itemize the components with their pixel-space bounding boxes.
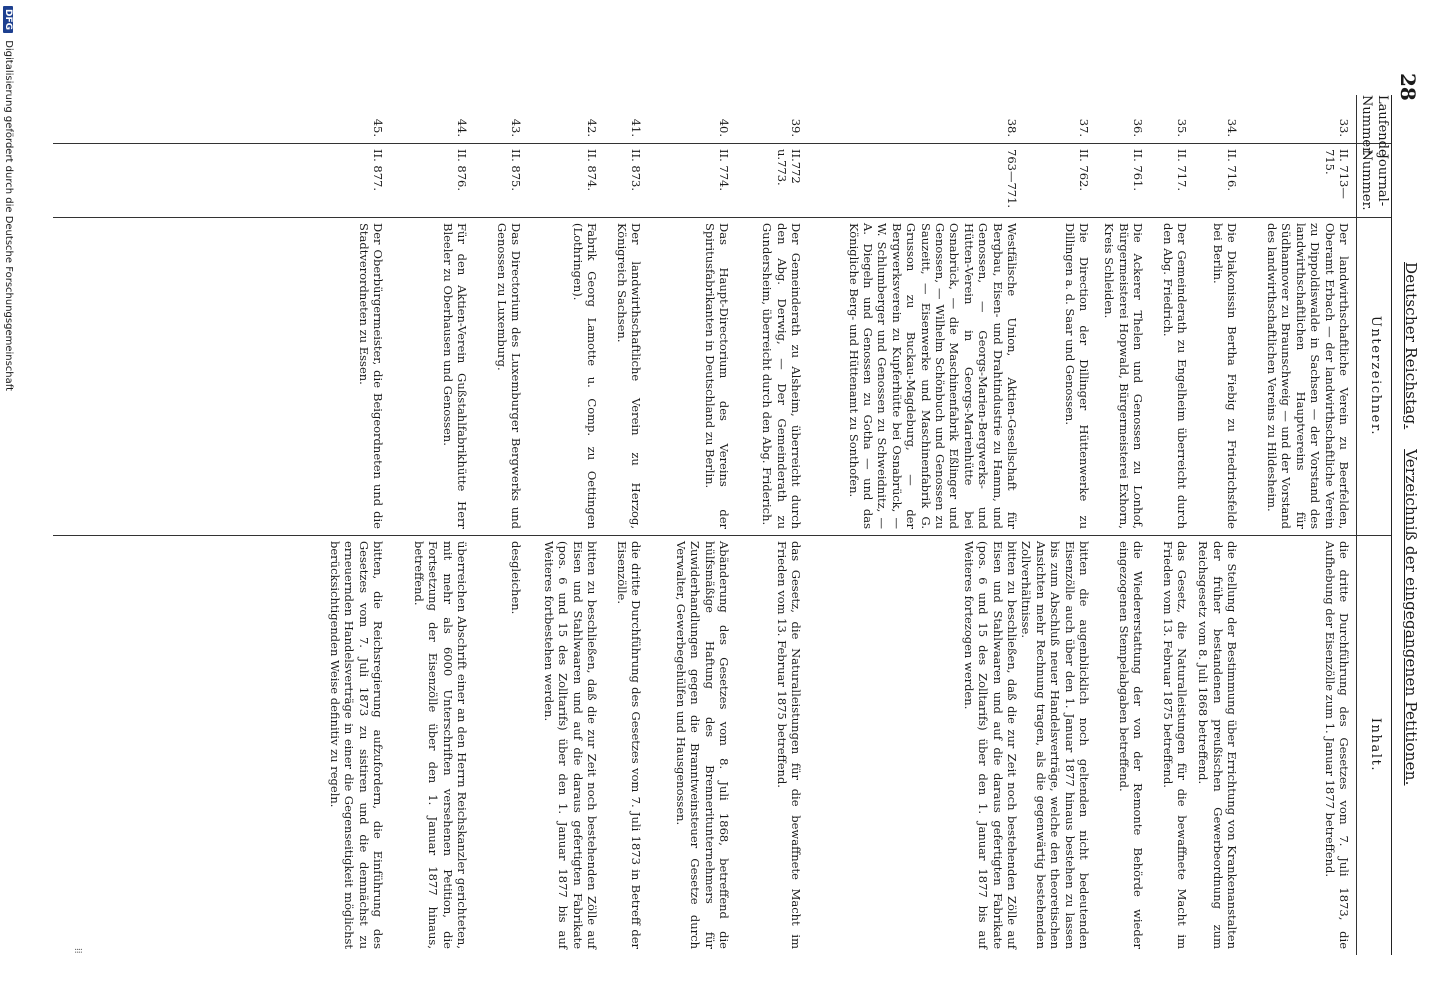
journal-number: II. 873. — [629, 149, 643, 192]
row-number: 37. — [1077, 118, 1091, 137]
corner-mark: ⁞⁞ — [72, 948, 83, 954]
petition-content: desgleichen. — [509, 541, 523, 615]
petition-content: die Wiedererstattung der von der Remonte Behörde wieder eingezogenen Stempelabgaben betreffend. — [1116, 541, 1145, 949]
petition-content: die dritte Durchführung des Gesetzes vom 7. Juli 1873 in Betreff der Eisenzölle. — [614, 541, 643, 949]
petitions-table — [53, 95, 1391, 955]
petition-signer: Das Haupt-Directorium des Vereins der Spiritusfabrikanten in Deutschland zu Berlin. — [702, 223, 731, 529]
petition-content: überreichen Abschrift einer an den Herrn Reichskanzler gerichteten, mit mehr als 6000 Unterschriften versehenen Petition, die Fortsetzung der Eisenzölle über den 1. Januar 1877 hinaus, betreffend. — [411, 541, 469, 949]
petition-content: die Stellung der Bestimmung über Errichtung von Krankenanstalten der früher bestandenen preußischen Gewerbeordnung zum Reichsgesetz vom 8. Juli 1868 betreffend. — [1196, 541, 1239, 949]
column-rule — [53, 535, 1391, 536]
row-number: 39. — [789, 118, 803, 137]
petition-signer: Fabrik Georg Lamotte u. Comp. zu Oettingen (Lothringen). — [570, 223, 599, 529]
row-number: 35. — [1175, 118, 1189, 137]
petition-signer: Für den Aktien-Verein Gußstahlfabrikhütte Herr Bleeler zu Oberhausen und Genossen. — [440, 223, 469, 529]
petition-signer: Die Ackerer Thelen und Genossen zu Lonhof, Bürgermeisterei Hopwald, Bürgermeisterei Exhorn, Kreis Schleiden. — [1102, 223, 1145, 529]
petition-content: das Gesetz, die Naturalleistungen für die bewaffnete Macht im Frieden vom 13. Februar 1875 betreffend. — [1160, 541, 1189, 949]
journal-number: II.772 u.773. — [774, 149, 803, 186]
journal-number: II. 875. — [509, 149, 523, 192]
page-header — [1402, 262, 1420, 797]
header-row-rule — [1356, 95, 1357, 955]
petition-signer: Die Diakonissin Bertha Fiebig zu Friedrichsfelde bei Berlin. — [1210, 223, 1239, 529]
petition-signer: Der Oberbürgermeister, die Beigeordneten und die Stadtverordneten zu Essen. — [356, 223, 385, 529]
petition-signer: Das Directorium des Luxemburger Bergwerks und Genossen zu Luxemburg. — [494, 223, 523, 529]
petition-content: die dritte Durchführung des Gesetzes vom 7. Juli 1873, die Aufhebung der Eisenzölle zum 1. Januar 1877 betreffend. — [1322, 541, 1351, 949]
journal-number: II. 717. — [1175, 149, 1189, 192]
journal-number: II. 877. — [371, 149, 385, 192]
column-header-unterzeichner: Unterzeichner. — [1368, 315, 1383, 437]
header-rule — [1391, 95, 1392, 955]
petition-content: das Gesetz, die Naturalleistungen für die bewaffnete Macht im Frieden vom 13. Februar 1875 betreffend. — [774, 541, 803, 949]
petition-signer: Die Direction der Dillinger Hüttenwerke zu Dillingen a. d. Saar und Genossen. — [1062, 223, 1091, 529]
petition-signer: Der landwirthschaftliche Verein zu Beerfelden, Oberamt Erbach — der landwirthschaftliche Verein zu Dippoldiswalde in Sachsen — der Vorstand des landwirthschaftlichen Hauptvereins für Südhannover zu Braunschweig — und der Vorstand des landwirthschaftlichen Vereins zu Hildesheim. — [1264, 223, 1351, 529]
row-number: 34. — [1225, 118, 1239, 137]
row-number: 42. — [585, 118, 599, 137]
footer — [3, 0, 14, 1006]
header-title: Deutscher Reichstag. — [1402, 262, 1420, 430]
petition-content: Abänderung des Gesetzes vom 8. Juli 1868, betreffend die hülfsmäßige Haftung des Brenneritunternehmers für Zuwiderhandlungen gegen die Branntweinsteuer Gesetze durch Verwalter, Gewerbegehülfen und Hausgenossen. — [673, 541, 731, 949]
dfg-logo: DFG — [3, 6, 13, 33]
column-header-inhalt: Inhalt. — [1368, 717, 1383, 773]
journal-number: II. 761. — [1131, 149, 1145, 192]
column-rule — [53, 217, 1391, 218]
journal-number: II. 774. — [717, 149, 731, 192]
petition-signer: Der Gemeinderath zu Engelheim überreicht durch den Abg. Friedrich. — [1160, 223, 1189, 529]
petition-content: bitten zu beschließen, daß die zur Zeit noch bestehenden Zölle auf Eisen und Stahlwaaren und auf die daraus gefertigten Fabrikate (pos. 6 und 15 des Zolltarifs) über den 1. Januar 1877 bis auf Weiteres fortbestehen werden. — [541, 541, 599, 949]
journal-number: II. 874. — [585, 149, 599, 192]
row-number: 33. — [1337, 118, 1351, 137]
journal-number: II. 762. — [1077, 149, 1091, 192]
row-number: 44. — [455, 118, 469, 137]
row-number: 38. — [1005, 118, 1019, 137]
footer-text: Digitalisierung gefördert durch die Deutsche Forschungsgemeinschaft — [3, 40, 14, 392]
petition-signer: Der landwirthschaftliche Verein zu Herzog, Königreich Sachsen. — [614, 223, 643, 529]
column-header-laufende: Laufende Nummer. — [1359, 95, 1390, 157]
petition-signer: Westfälische Union, Aktien-Gesellschaft für Bergbau, Eisen- und Drahtindustrie zu Hamm, und Genossen, — Georgs-Marien-Bergwerks- und Hütten-Verein in Georgs-Marienhütte bei Osnabrück, — die Maschinenfabrik Eßlinger und Genossen, — Wilhelm Schönbuch und Genossen zu Sauzeitt, — Eisenwerke und Maschinenfabrik G. Grusson zu Buckau-Magdeburg, — der Bergwerksverein zu Kupferhütte bei Osnabrück, — W. Schlumberger und Genossen zu Schweidnitz, — A. Diegeln und Genossen zu Gotha — und das Königliche Berg- und Hüttenamt zu Sonthofen. — [846, 223, 1019, 529]
journal-number: II. 713—715. — [1322, 149, 1351, 199]
petition-content: bitten, die Reichsregierung aufzufordern, die Einführung des Gesetzes vom 7. Juli 1873 zu sistiren und die demnächst zu erneuernden Handelsverträge in einer die Gegenseitigkeit möglichst berücksichtigenden Weise definitiv zu regeln. — [327, 541, 385, 949]
header-subtitle: Verzeichniß der eingegangenen Petitionen. — [1402, 449, 1420, 786]
petition-signer: Der Gemeinderath zu Alsheim, überreicht durch den Abg. Derwig, — Der Gemeinderath zu Gundersheim, überreicht durch den Abg. Friderich. — [760, 223, 803, 529]
petition-content: bitten zu beschließen, daß die zur Zeit noch bestehenden Zölle auf Eisen und Stahlwaaren und auf die daraus gefertigten Fabrikate (pos. 6 und 15 des Zolltarifs) über den 1. Januar 1877 bis auf Weiteres fortezogen werden. — [961, 541, 1019, 949]
journal-number: 763—771. — [1005, 149, 1019, 209]
petition-content: bitten die augenblicklich noch geltenden nicht bedeutenden Eisenzölle auch über den 1. Januar 1877 hinaus bestehen zu lassen bis zum Abschluß neuer Handelsverträge, welche den theoretischen Ansichten mehr Rechnung tragen, als die gegenwärtig bestehenden Zollverhältnisse. — [1019, 541, 1091, 949]
row-number: 43. — [509, 118, 523, 137]
row-number: 41. — [629, 118, 643, 137]
journal-number: II. 876. — [455, 149, 469, 192]
column-header-journal: Journal-Nummer. — [1359, 149, 1390, 211]
journal-number: II. 716. — [1225, 149, 1239, 192]
row-number: 45. — [371, 118, 385, 137]
page-number: 28 — [1396, 73, 1420, 101]
row-number: 36. — [1131, 118, 1145, 137]
row-number: 40. — [717, 118, 731, 137]
